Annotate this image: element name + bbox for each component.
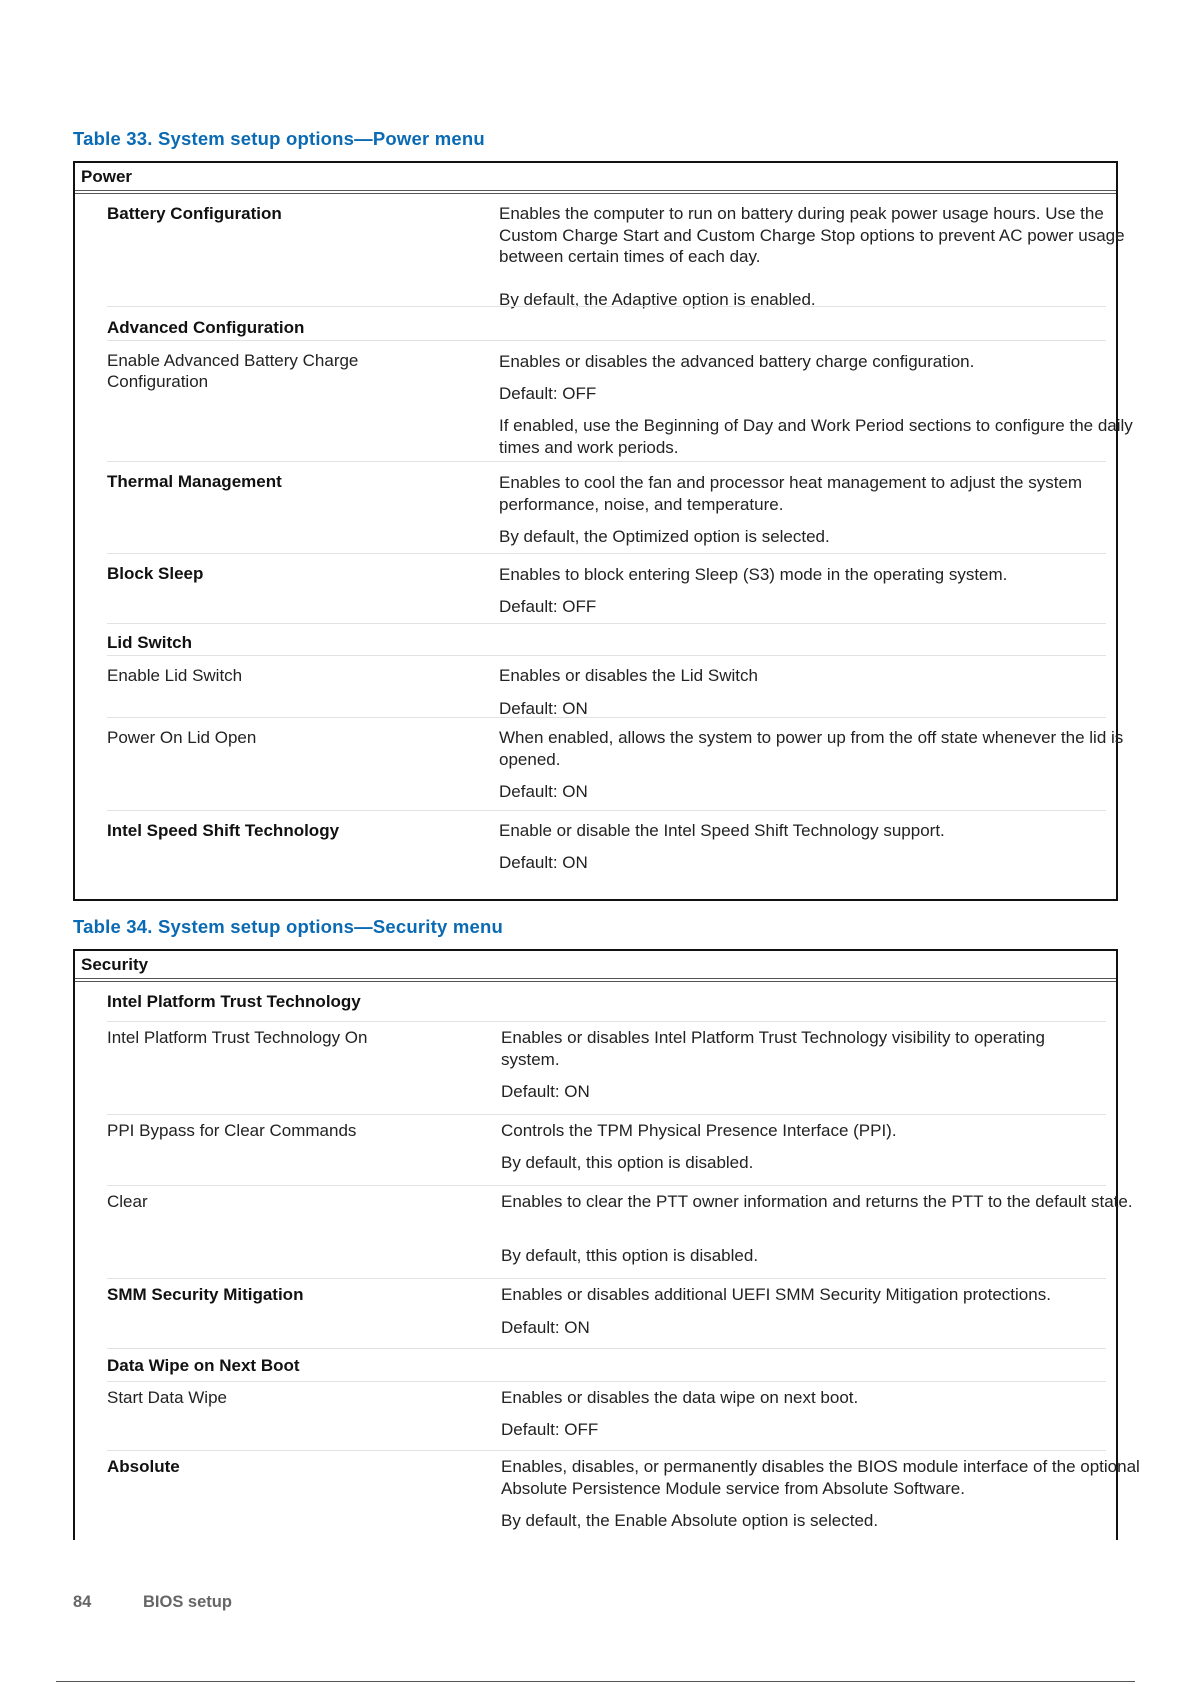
row-desc: Default: ON	[499, 782, 588, 801]
row-label: PPI Bypass for Clear Commands	[107, 1121, 357, 1140]
table-header: Power	[75, 163, 1116, 194]
row-desc: Enables or disables the advanced battery charge configuration.	[499, 352, 975, 371]
security-table	[73, 949, 1140, 1540]
row-label: Block Sleep	[107, 564, 204, 583]
row-desc: Enables to cool the fan and processor heat management to adjust the system performance, noise, and temperature.	[499, 473, 1083, 514]
row-label: Clear	[107, 1192, 148, 1211]
row-desc: Enables or disables additional UEFI SMM Security Mitigation protections.	[501, 1285, 1051, 1304]
row-label: Data Wipe on Next Boot	[107, 1356, 300, 1375]
row-desc: By default, the Optimized option is selected.	[499, 527, 830, 546]
row-desc: When enabled, allows the system to power up from the off state whenever the lid is opened.	[499, 728, 1124, 769]
row-label: Lid Switch	[107, 633, 192, 652]
page-number: 84	[73, 1593, 92, 1611]
table-header: Security	[75, 951, 1116, 982]
table-caption: Table 34. System setup options—Security menu	[73, 916, 503, 937]
row-label: Intel Platform Trust Technology On	[107, 1028, 368, 1047]
row-label: Start Data Wipe	[107, 1388, 227, 1407]
row-label: Advanced Configuration	[107, 318, 305, 337]
table-row	[107, 553, 1106, 616]
row-desc: Default: OFF	[499, 384, 597, 403]
row-desc: Enables to clear the PTT owner information and returns the PTT to the default state.	[501, 1192, 1133, 1211]
row-label: Intel Platform Trust Technology	[107, 992, 361, 1011]
table-row	[107, 1450, 1140, 1530]
table-row	[107, 1021, 1106, 1101]
table-row	[107, 1381, 1106, 1439]
row-desc: By default, the Enable Absolute option is selected.	[501, 1511, 879, 1530]
row-desc: Enables or disables Intel Platform Trust Technology visibility to operating system.	[501, 1028, 1045, 1069]
power-table	[73, 161, 1133, 901]
table-row	[107, 340, 1133, 457]
row-desc: Controls the TPM Physical Presence Interface (PPI).	[501, 1121, 897, 1140]
row-desc: If enabled, use the Beginning of Day and Work Period sections to configure the daily times and work periods.	[499, 416, 1133, 457]
row-desc: Default: ON	[499, 699, 588, 718]
row-desc: Default: ON	[501, 1318, 590, 1337]
row-label: Enable Advanced Battery Charge Configuration	[107, 351, 359, 391]
row-desc: Default: OFF	[499, 597, 597, 616]
footer-section-title: BIOS setup	[143, 1593, 232, 1611]
table-row	[107, 810, 1106, 872]
row-desc: By default, this option is disabled.	[501, 1153, 754, 1172]
table-row	[107, 1348, 1106, 1375]
table-row	[107, 717, 1124, 801]
row-desc: Enable or disable the Intel Speed Shift Technology support.	[499, 821, 945, 840]
table-row	[107, 461, 1106, 546]
footer-rule	[56, 1681, 1135, 1682]
table-row	[107, 1114, 1106, 1172]
row-label: Power On Lid Open	[107, 728, 257, 747]
row-label: Intel Speed Shift Technology	[107, 821, 340, 840]
row-desc: By default, tthis option is disabled.	[501, 1246, 759, 1265]
row-desc: Enables or disables the Lid Switch	[499, 666, 758, 685]
row-label: Battery Configuration	[107, 204, 282, 223]
row-desc: Default: ON	[499, 853, 588, 872]
row-label: Thermal Management	[107, 472, 282, 491]
row-label: Absolute	[107, 1457, 180, 1476]
table-row	[107, 623, 1106, 652]
row-desc: Default: OFF	[501, 1420, 599, 1439]
row-label: SMM Security Mitigation	[107, 1285, 304, 1304]
table-row	[107, 306, 1106, 337]
table-caption: Table 33. System setup options—Power menu	[73, 128, 485, 149]
row-desc: Enables, disables, or permanently disables the BIOS module interface of the optional Absolute Persistence Module service from Absolute Software.	[501, 1457, 1140, 1498]
table-row	[107, 655, 1106, 718]
row-desc: By default, the Adaptive option is enabled.	[499, 290, 816, 309]
table-row	[107, 1185, 1133, 1265]
row-label: Enable Lid Switch	[107, 666, 243, 685]
row-desc: Default: ON	[501, 1082, 590, 1101]
row-desc: Enables or disables the data wipe on next boot.	[501, 1388, 859, 1407]
row-desc: Enables to block entering Sleep (S3) mode in the operating system.	[499, 565, 1008, 584]
table-row	[107, 1278, 1106, 1337]
row-desc: Enables the computer to run on battery during peak power usage hours. Use the Custom Charge Start and Custom Charge Stop options to prevent AC power usage between certain times of each day.	[499, 204, 1125, 266]
